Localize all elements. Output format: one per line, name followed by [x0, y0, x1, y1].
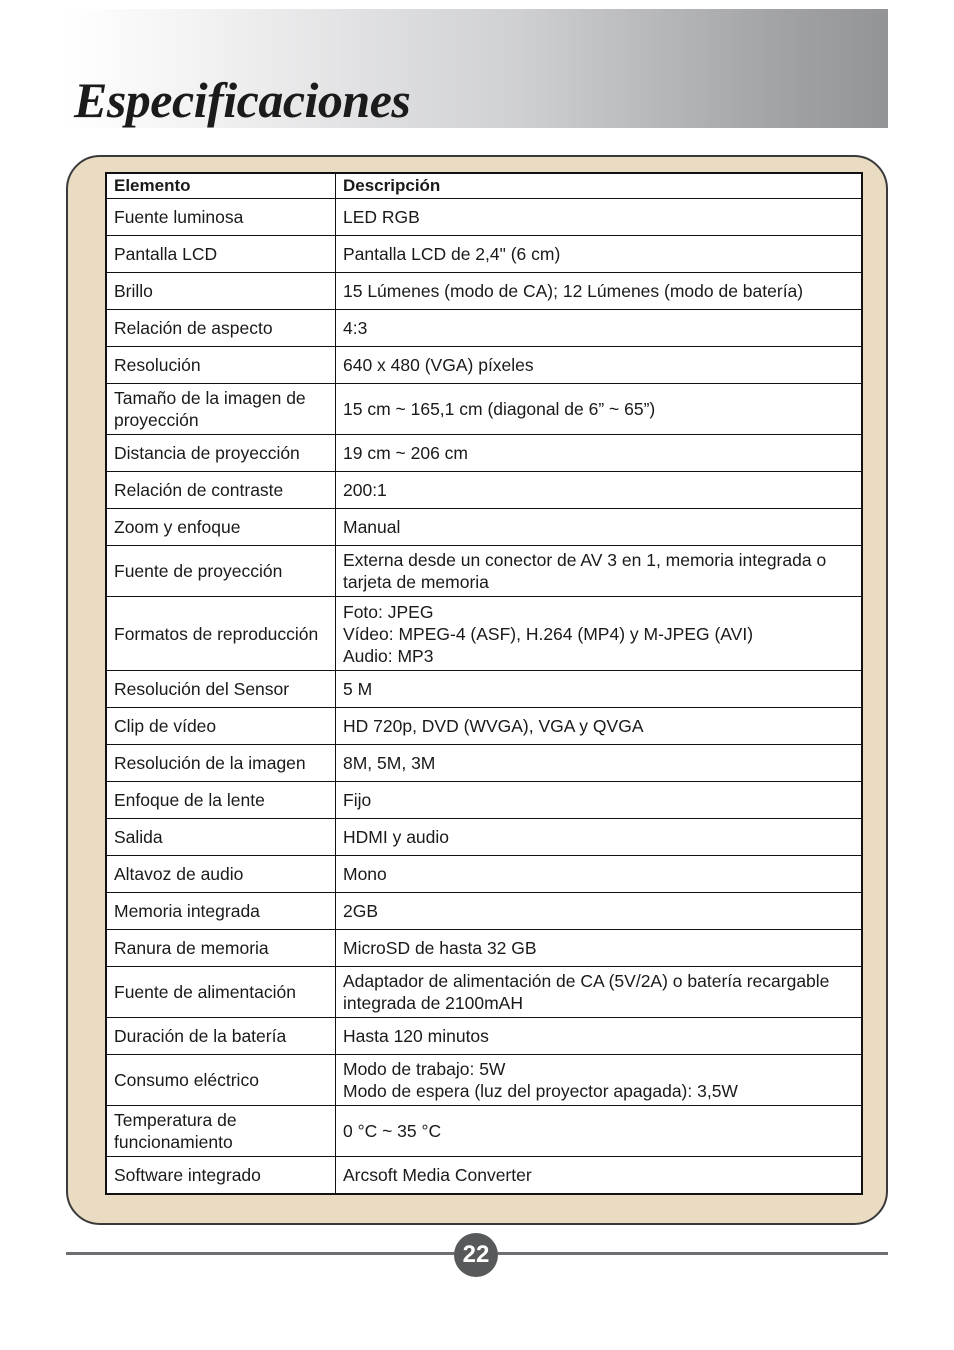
- spec-item-cell: Relación de aspecto: [106, 310, 336, 347]
- spec-description-cell: [336, 597, 863, 671]
- spec-description-cell: [336, 236, 863, 273]
- spec-description-cell: [336, 310, 863, 347]
- spec-description-line: Adaptador de alimentación de CA (5V/2A) o batería recargable integrada de 2100mAH: [343, 971, 830, 1013]
- spec-description-cell: [336, 856, 863, 893]
- spec-item-cell: Relación de contraste: [106, 472, 336, 509]
- spec-item-cell: Clip de vídeo: [106, 708, 336, 745]
- spec-description-line: 8M, 5M, 3M: [343, 753, 436, 773]
- table-row: [106, 310, 862, 347]
- spec-description-cell: [336, 435, 863, 472]
- spec-description-line: Vídeo: MPEG-4 (ASF), H.264 (MP4) y M-JPEG (AVI): [343, 623, 754, 644]
- spec-item-cell: Resolución: [106, 347, 336, 384]
- spec-description-cell: [336, 1055, 863, 1106]
- spec-description-cell: [336, 708, 863, 745]
- page-number-badge: 22: [454, 1233, 498, 1277]
- spec-item-cell: Resolución del Sensor: [106, 671, 336, 708]
- spec-item-cell: Pantalla LCD: [106, 236, 336, 273]
- table-row: [106, 509, 862, 546]
- spec-description-line: MicroSD de hasta 32 GB: [343, 938, 537, 958]
- spec-description-line: Mono: [343, 864, 387, 884]
- spec-description-cell: [336, 819, 863, 856]
- table-row: [106, 546, 862, 597]
- spec-description-line: 19 cm ~ 206 cm: [343, 443, 468, 463]
- table-header-row: [106, 173, 862, 199]
- spec-description-cell: [336, 199, 863, 236]
- column-header-description: Descripción: [343, 176, 441, 195]
- spec-item-cell: Altavoz de audio: [106, 856, 336, 893]
- table-row: [106, 671, 862, 708]
- spec-description-cell: [336, 273, 863, 310]
- table-row: [106, 856, 862, 893]
- spec-description-cell: [336, 509, 863, 546]
- spec-description-line: Foto: JPEG: [343, 601, 434, 622]
- spec-item-cell: Memoria integrada: [106, 893, 336, 930]
- spec-description-cell: [336, 546, 863, 597]
- spec-item-cell: Ranura de memoria: [106, 930, 336, 967]
- spec-description-line: HD 720p, DVD (WVGA), VGA y QVGA: [343, 716, 644, 736]
- spec-item-cell: Enfoque de la lente: [106, 782, 336, 819]
- spec-item-cell: Fuente luminosa: [106, 199, 336, 236]
- table-row: [106, 1157, 862, 1194]
- spec-item-cell: Resolución de la imagen: [106, 745, 336, 782]
- table-row: [106, 1055, 862, 1106]
- spec-item-cell: Distancia de proyección: [106, 435, 336, 472]
- table-row: [106, 1018, 862, 1055]
- spec-description-line: Audio: MP3: [343, 645, 434, 666]
- table-row: [106, 708, 862, 745]
- spec-description-cell: [336, 347, 863, 384]
- spec-description-cell: [336, 472, 863, 509]
- spec-description-line: Externa desde un conector de AV 3 en 1, memoria integrada o tarjeta de memoria: [343, 550, 827, 592]
- spec-description-cell: [336, 967, 863, 1018]
- table-row: [106, 967, 862, 1018]
- spec-description-cell: [336, 893, 863, 930]
- spec-item-cell: Brillo: [106, 273, 336, 310]
- spec-description-line: Modo de espera (luz del proyector apagada): 3,5W: [343, 1081, 738, 1101]
- spec-description-line: HDMI y audio: [343, 827, 450, 847]
- spec-description-cell: [336, 384, 863, 435]
- specifications-table: [105, 172, 863, 1195]
- spec-item-cell: Duración de la batería: [106, 1018, 336, 1055]
- spec-description-line: Hasta 120 minutos: [343, 1026, 489, 1046]
- table-row: [106, 819, 862, 856]
- spec-item-cell: Software integrado: [106, 1157, 336, 1194]
- table-row: [106, 236, 862, 273]
- spec-item-cell: Tamaño de la imagen de proyección: [106, 384, 336, 435]
- table-row: [106, 893, 862, 930]
- spec-description-line: 5 M: [343, 679, 373, 699]
- spec-description-cell: [336, 1018, 863, 1055]
- spec-description-line: 4:3: [343, 318, 368, 338]
- spec-item-cell: Fuente de proyección: [106, 546, 336, 597]
- spec-description-line: LED RGB: [343, 207, 420, 227]
- spec-description-cell: [336, 782, 863, 819]
- table-row: [106, 199, 862, 236]
- spec-description-cell: [336, 745, 863, 782]
- spec-description-line: 15 cm ~ 165,1 cm (diagonal de 6” ~ 65”): [343, 399, 656, 419]
- table-row: [106, 1106, 862, 1157]
- spec-item-cell: Zoom y enfoque: [106, 509, 336, 546]
- spec-description-cell: [336, 1106, 863, 1157]
- spec-description-line: Modo de trabajo: 5W: [343, 1059, 506, 1079]
- spec-description-line: 0 °C ~ 35 °C: [343, 1121, 442, 1141]
- page-title: Especificaciones: [74, 72, 411, 128]
- spec-description-line: 15 Lúmenes (modo de CA); 12 Lúmenes (modo de batería): [343, 281, 804, 301]
- spec-item-cell: Fuente de alimentación: [106, 967, 336, 1018]
- spec-description-cell: [336, 930, 863, 967]
- table-row: [106, 597, 862, 671]
- table-row: [106, 930, 862, 967]
- table-row: [106, 347, 862, 384]
- table-row: [106, 384, 862, 435]
- spec-description-line: Pantalla LCD de 2,4" (6 cm): [343, 244, 561, 264]
- spec-description-line: Fijo: [343, 790, 372, 810]
- spec-description-line: 640 x 480 (VGA) píxeles: [343, 355, 534, 375]
- spec-description-cell: [336, 671, 863, 708]
- table-row: [106, 273, 862, 310]
- spec-item-cell: Salida: [106, 819, 336, 856]
- table-row: [106, 472, 862, 509]
- spec-item-cell: Temperatura de funcionamiento: [106, 1106, 336, 1157]
- table-row: [106, 782, 862, 819]
- spec-description-line: Arcsoft Media Converter: [343, 1164, 532, 1185]
- table-row: [106, 435, 862, 472]
- spec-description-line: Manual: [343, 517, 401, 537]
- spec-description-line: 200:1: [343, 480, 387, 500]
- spec-item-cell: Consumo eléctrico: [106, 1055, 336, 1106]
- spec-description-cell: [336, 1157, 863, 1194]
- spec-item-cell: Formatos de reproducción: [106, 597, 336, 671]
- column-header-item: Elemento: [106, 173, 336, 199]
- table-row: [106, 745, 862, 782]
- spec-description-line: 2GB: [343, 901, 379, 921]
